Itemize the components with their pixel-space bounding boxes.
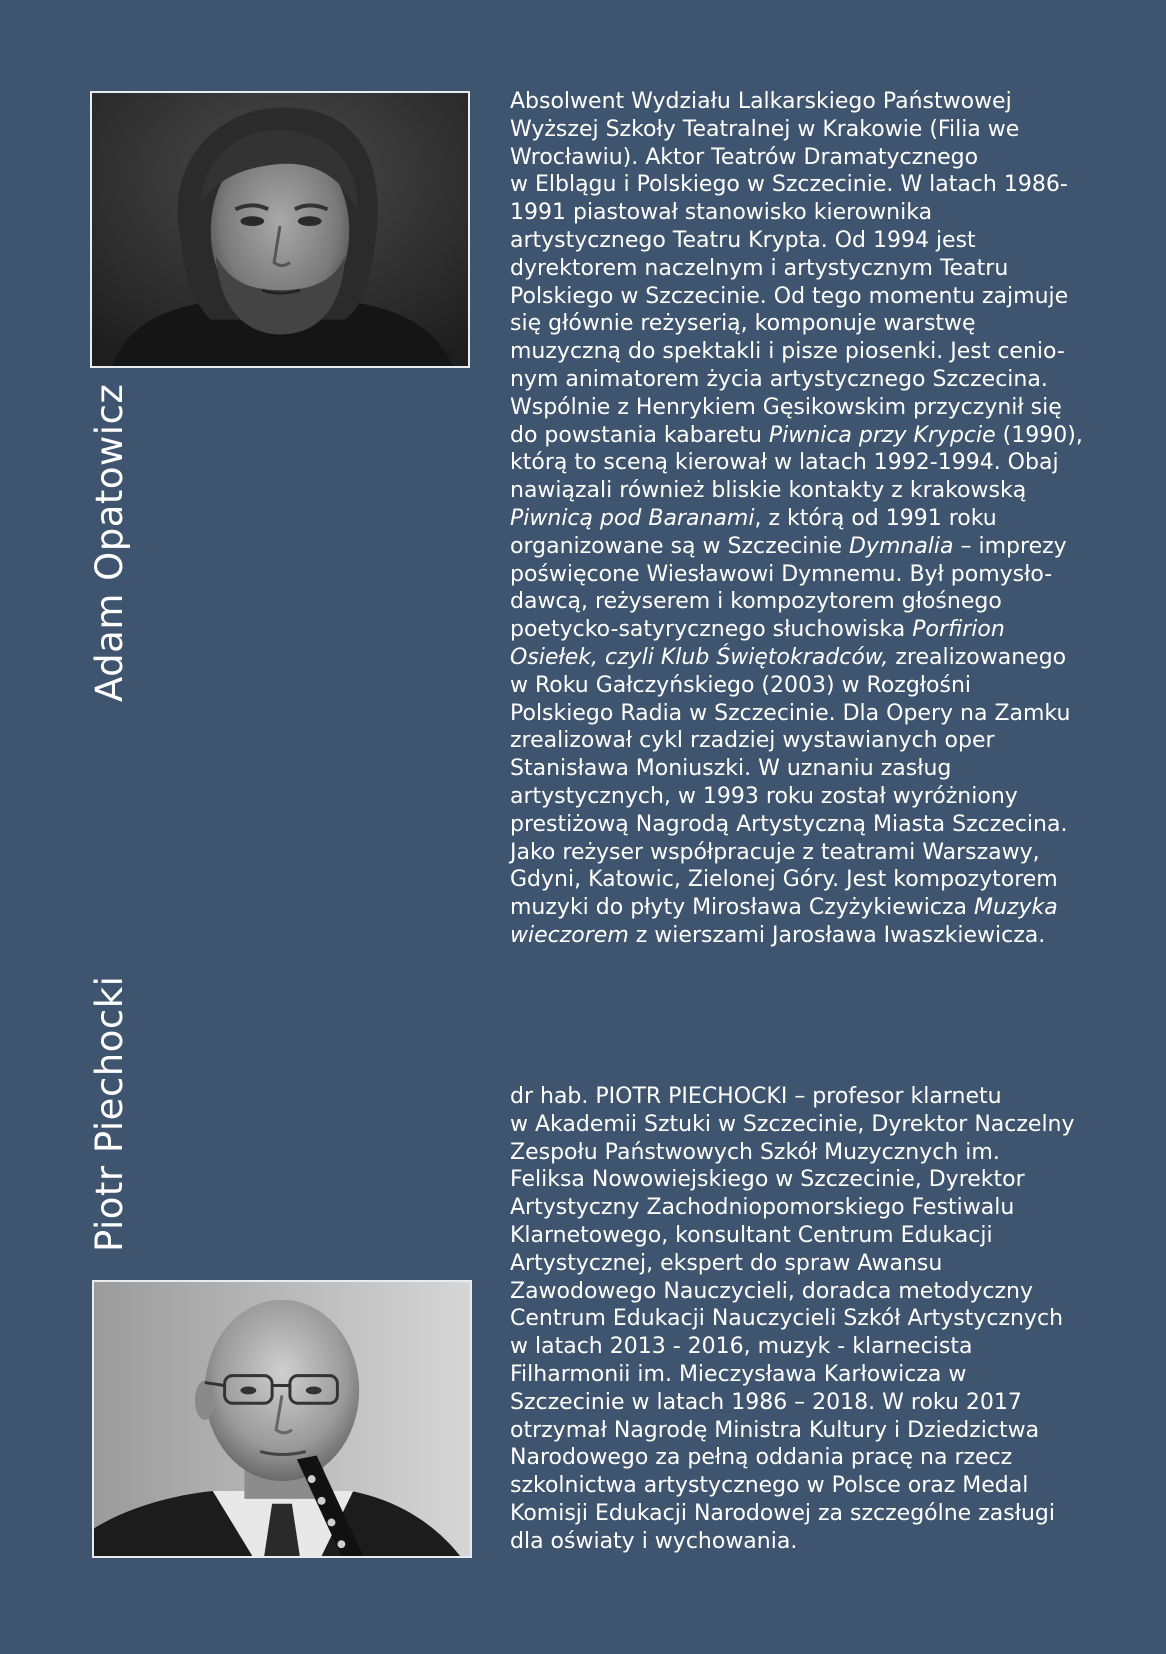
bio-text: Absolwent Wydziału Lalkarskiego Państwowej	[510, 89, 1012, 114]
bio-line	[510, 477, 1070, 505]
bio-line	[510, 1083, 1070, 1111]
portrait-image	[94, 1282, 470, 1556]
bio-line	[510, 1444, 1070, 1472]
bio-text: muzyki do płyty Mirosława Czyżykiewicza	[510, 895, 974, 921]
bio-line	[510, 1250, 1070, 1278]
bio-line	[510, 449, 1070, 477]
bio-text: – imprezy	[953, 533, 1067, 559]
bio-text: muzyczną do spektakli i pisze piosenki. Jest cenio-	[510, 339, 1065, 365]
bio-italic-title: Piwnicą pod Baranami	[510, 505, 755, 531]
biography-adam-opatowicz	[510, 88, 1083, 950]
bio-line	[510, 283, 1070, 311]
bio-line	[510, 1389, 1070, 1417]
bio-line	[510, 1500, 1070, 1528]
bio-line	[510, 422, 1083, 450]
bio-text: Centrum Edukacji Nauczycieli Szkół Artystycznych	[510, 1306, 1064, 1332]
person-name-piotr-piechocki: Piotr Piechocki	[88, 975, 131, 1252]
bio-text: w Roku Gałczyńskiego (2003) w Rozgłośni	[510, 672, 972, 698]
bio-line	[510, 338, 1070, 366]
bio-text: artystycznego Teatru Krypta. Od 1994 jest	[510, 227, 976, 253]
bio-line	[510, 727, 1070, 755]
bio-text: Klarnetowego, konsultant Centrum Edukacji	[510, 1222, 993, 1248]
bio-line	[510, 1417, 1070, 1445]
bio-line	[510, 866, 1070, 894]
bio-line	[510, 839, 1070, 867]
bio-text: , z którą od 1991 roku	[754, 505, 997, 531]
bio-text: Komisji Edukacji Narodowej za szczególne zasługi	[510, 1500, 1055, 1526]
bio-text: dyrektorem naczelnym i artystycznym Teatru	[510, 255, 1009, 281]
bio-text: nym animatorem życia artystycznego Szczecina.	[510, 366, 1048, 392]
bio-text: poświęcone Wiesławowi Dymnemu. Był pomysło-	[510, 561, 1053, 587]
bio-line	[510, 227, 1070, 255]
person-name-adam-opatowicz: Adam Opatowicz	[88, 383, 131, 702]
bio-line	[510, 171, 1070, 199]
bio-line	[510, 1194, 1070, 1222]
bio-italic-title: Piwnica przy Krypcie	[768, 422, 996, 448]
bio-text: prestiżową Nagrodą Artystyczną Miasta Szczecina.	[510, 811, 1068, 837]
bio-text: w latach 2013 - 2016, muzyk - klarnecista	[510, 1334, 973, 1360]
bio-line	[510, 505, 1070, 533]
bio-line	[510, 894, 1070, 922]
bio-text: 1991 piastował stanowisko kierownika	[510, 200, 933, 226]
bio-text: zrealizował cykl rzadziej wystawianych oper	[510, 728, 995, 754]
bio-text: Jako reżyser współpracuje z teatrami Warszawy,	[510, 839, 1040, 865]
bio-text: Szczecinie w latach 1986 – 2018. W roku 2017	[510, 1389, 1022, 1415]
bio-text: Wspólnie z Henrykiem Gęsikowskim przyczynił się	[510, 394, 1062, 420]
bio-text: Narodowego za pełną oddania pracę na rzecz	[510, 1445, 1013, 1471]
bio-line	[510, 672, 1070, 700]
bio-line	[510, 116, 1070, 144]
bio-line	[510, 588, 1070, 616]
bio-italic-title: Porfirion	[912, 617, 1005, 643]
bio-text: szkolnictwa artystycznego w Polsce oraz Medal	[510, 1473, 1029, 1499]
bio-line	[510, 1472, 1070, 1500]
bio-line	[510, 561, 1070, 589]
biography-piotr-piechocki	[510, 1083, 1075, 1556]
bio-text: Wrocławiu). Aktor Teatrów Dramatycznego	[510, 144, 979, 170]
bio-italic-title: Osiełek, czyli Klub Świętokradców,	[510, 644, 889, 670]
bio-text: z wierszami Jarosława Iwaszkiewicza.	[628, 922, 1046, 948]
bio-italic-title: Muzyka	[973, 895, 1058, 921]
bio-text: Gdyni, Katowic, Zielonej Góry. Jest kompozytorem	[510, 867, 1058, 893]
bio-line	[510, 755, 1070, 783]
bio-text: (1990),	[995, 422, 1083, 448]
bio-line	[510, 700, 1070, 728]
bio-text: Zespołu Państwowych Szkół Muzycznych im.	[510, 1139, 1000, 1165]
bio-text: w Akademii Sztuki w Szczecinie, Dyrektor Naczelny	[510, 1111, 1075, 1137]
bio-text: którą to sceną kierował w latach 1992-1994. Obaj	[510, 450, 1059, 476]
bio-line	[510, 1278, 1070, 1306]
bio-text: dla oświaty i wychowania.	[510, 1528, 798, 1554]
portrait-photo-adam-opatowicz	[90, 91, 470, 368]
bio-line	[510, 1333, 1070, 1361]
bio-text: Artystyczny Zachodniopomorskiego Festiwalu	[510, 1195, 1015, 1221]
bio-text: zrealizowanego	[888, 644, 1067, 670]
bio-text: organizowane są w Szczecinie	[510, 533, 849, 559]
bio-line	[510, 811, 1070, 839]
bio-text: Artystycznej, ekspert do spraw Awansu	[510, 1250, 943, 1276]
bio-line	[510, 1166, 1070, 1194]
portrait-image	[92, 93, 468, 366]
bio-line	[510, 1139, 1070, 1167]
bio-text: Wyższej Szkoły Teatralnej w Krakowie (Filia we	[510, 116, 1020, 142]
bio-line	[510, 366, 1070, 394]
bio-text: dawcą, reżyserem i kompozytorem głośnego	[510, 589, 1002, 615]
bio-line	[510, 1222, 1070, 1250]
bio-line	[510, 1111, 1075, 1139]
bio-text: Feliksa Nowowiejskiego w Szczecinie, Dyrektor	[510, 1167, 1025, 1193]
bio-line	[510, 533, 1070, 561]
bio-text: Polskiego w Szczecinie. Od tego momentu zajmuje	[510, 283, 1069, 309]
bio-line	[510, 255, 1070, 283]
bio-text: do powstania kabaretu	[510, 422, 769, 448]
bio-text: się głównie reżyserią, komponuje warstwę	[510, 311, 976, 337]
bio-text: Stanisława Moniuszki. W uznaniu zasług	[510, 756, 952, 782]
bio-line	[510, 644, 1070, 672]
bio-italic-title: Dymnalia	[848, 533, 954, 559]
bio-text: dr hab. PIOTR PIECHOCKI – profesor klarnetu	[510, 1084, 1002, 1109]
bio-text: otrzymał Nagrodę Ministra Kultury i Dziedzictwa	[510, 1417, 1040, 1443]
bio-line	[510, 310, 1070, 338]
bio-text: Zawodowego Nauczycieli, doradca metodyczny	[510, 1278, 1034, 1304]
bio-line	[510, 394, 1070, 422]
bio-line	[510, 144, 1070, 172]
bio-text: w Elblągu i Polskiego w Szczecinie. W latach 1986-	[510, 172, 1068, 198]
bio-line	[510, 1305, 1070, 1333]
bio-line	[510, 199, 1070, 227]
bio-italic-title: wieczorem	[510, 922, 629, 948]
bio-line	[510, 88, 1070, 116]
bio-text: artystycznych, w 1993 roku został wyróżniony	[510, 783, 1018, 809]
bio-line	[510, 783, 1070, 811]
bio-text: nawiązali również bliskie kontakty z krakowską	[510, 478, 1027, 504]
bio-text: poetycko-satyrycznego słuchowiska	[510, 617, 913, 643]
portrait-photo-piotr-piechocki	[92, 1280, 472, 1558]
bio-text: Filharmonii im. Mieczysława Karłowicza w	[510, 1361, 967, 1387]
bio-line	[510, 616, 1070, 644]
bio-line	[510, 1528, 1070, 1556]
bio-text: Polskiego Radia w Szczecinie. Dla Opery na Zamku	[510, 700, 1071, 726]
bio-line	[510, 1361, 1070, 1389]
bio-line	[510, 922, 1070, 950]
